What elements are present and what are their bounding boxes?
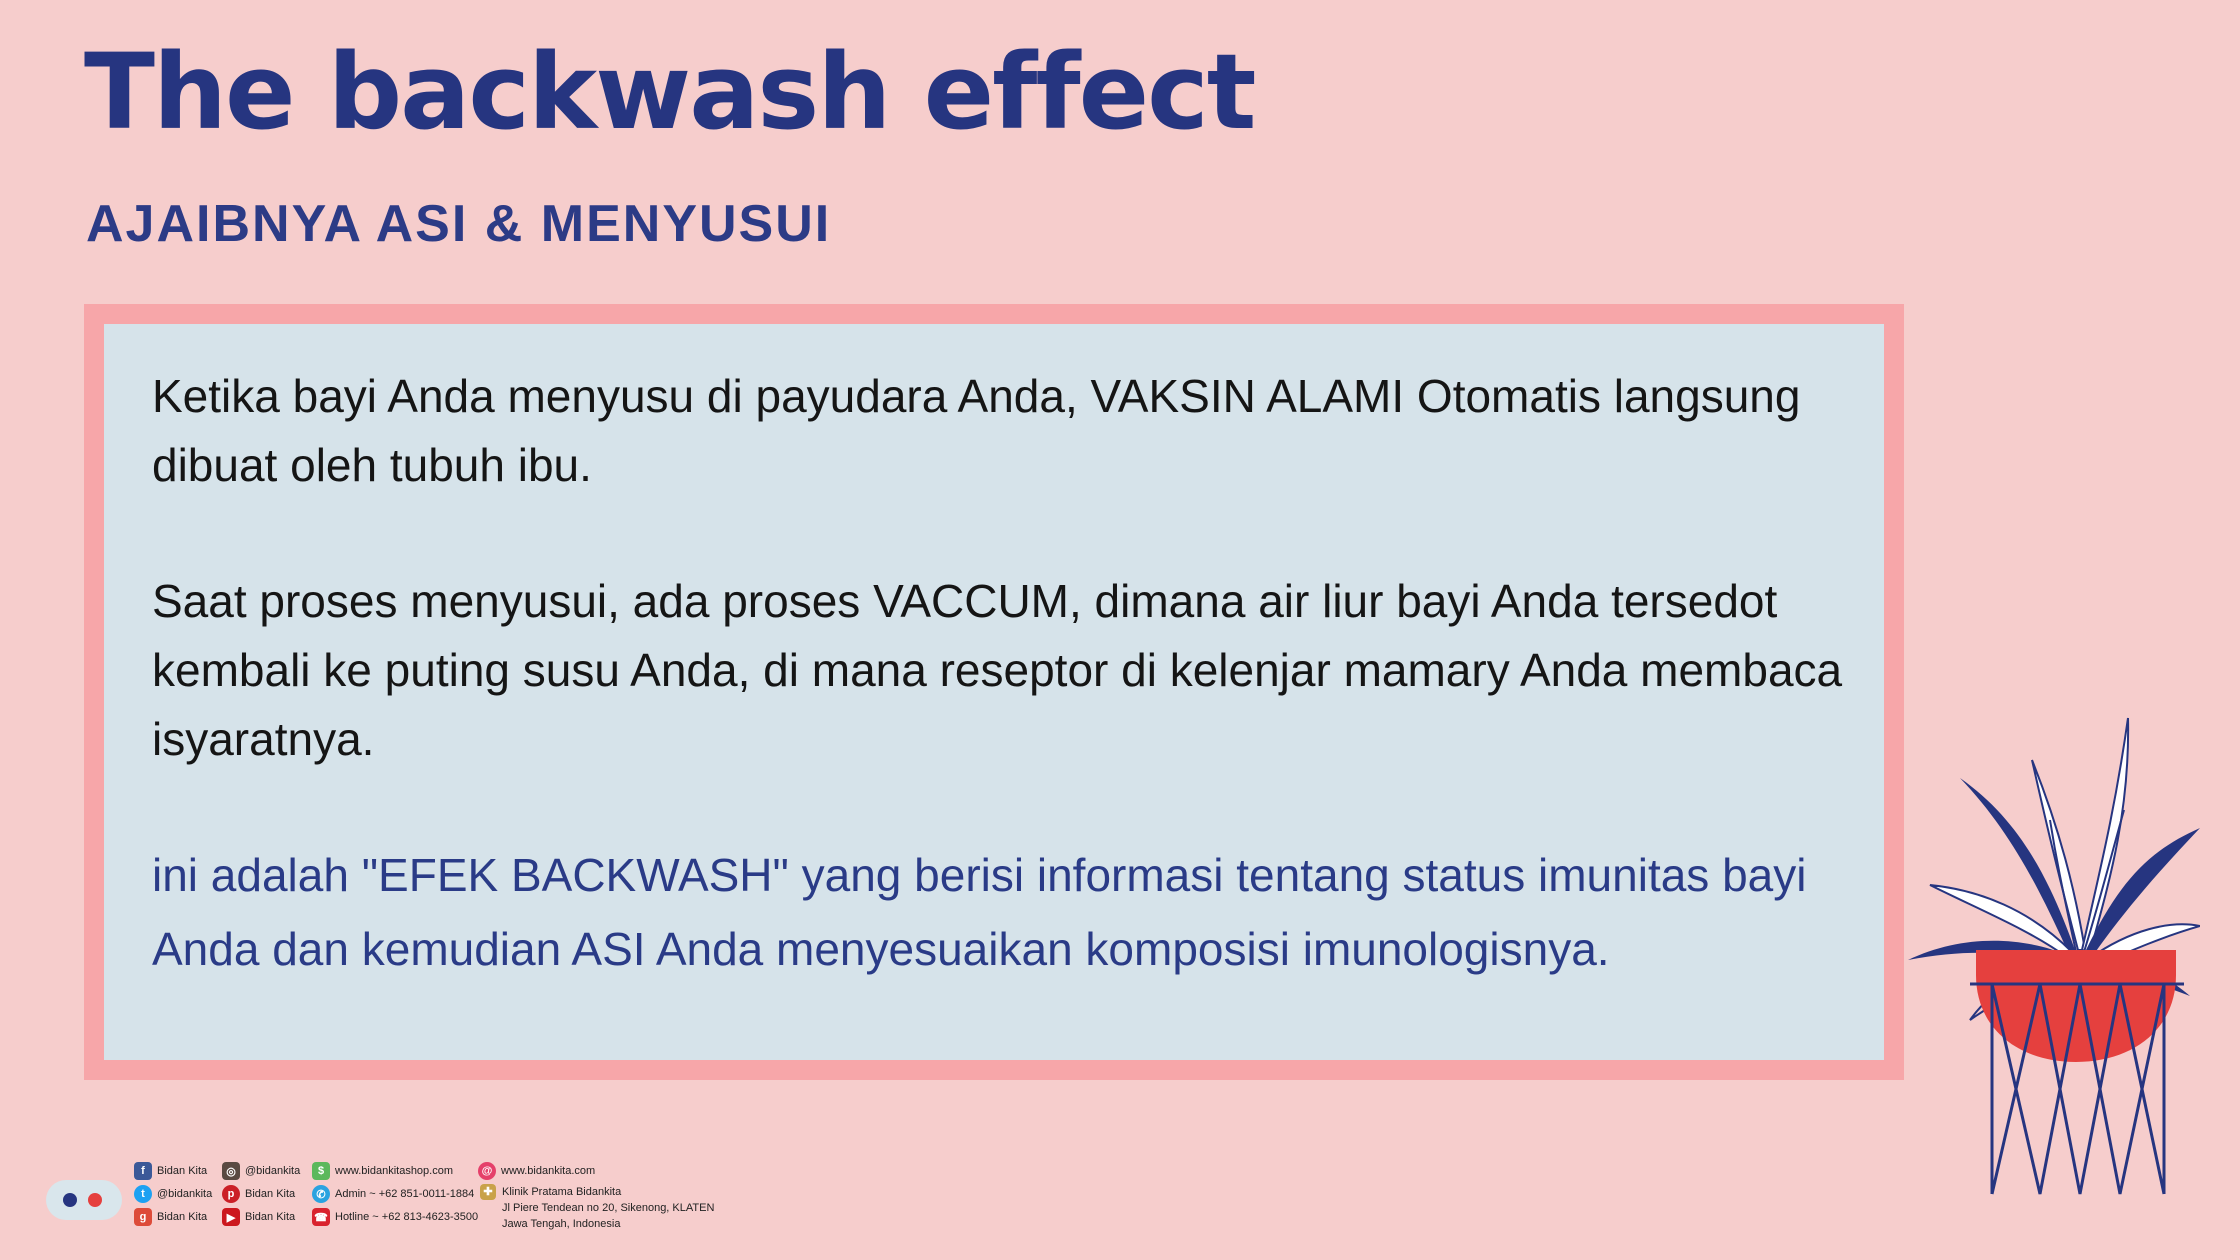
- footer-googleplus[interactable]: [134, 1206, 207, 1228]
- clinic-icon: ✚: [480, 1184, 496, 1200]
- web-icon: @: [478, 1162, 496, 1180]
- footer-shop[interactable]: [312, 1160, 453, 1182]
- shop-icon: $: [312, 1162, 330, 1180]
- hotline-label: Hotline ~ +62 813-4623-3500: [335, 1211, 479, 1223]
- website-label: www.bidankita.com: [501, 1165, 596, 1177]
- dots-indicator: [46, 1180, 122, 1220]
- youtube-label: Bidan Kita: [245, 1211, 296, 1223]
- footer-website[interactable]: [478, 1160, 595, 1182]
- phone-icon: ✆: [312, 1185, 330, 1203]
- pinterest-label: Bidan Kita: [245, 1188, 296, 1200]
- footer-youtube[interactable]: [222, 1206, 295, 1228]
- footer-contacts: [0, 1150, 760, 1260]
- youtube-icon: ▶: [222, 1208, 240, 1226]
- clinic-info: [480, 1184, 714, 1232]
- paragraph-vaccine: Ketika bayi Anda menyusu di payudara Anda, VAKSIN ALAMI Otomatis langsung dibuat oleh tubuh ibu.: [152, 370, 1801, 491]
- shop-label: www.bidankitashop.com: [335, 1165, 454, 1177]
- pinterest-icon: p: [222, 1185, 240, 1203]
- footer-hotline[interactable]: [312, 1206, 478, 1228]
- clinic-address-line1: Jl Piere Tendean no 20, Sikenong, KLATEN: [502, 1202, 715, 1214]
- red-dot: [88, 1193, 102, 1207]
- footer-pinterest[interactable]: [222, 1183, 295, 1205]
- footer-instagram[interactable]: [222, 1160, 300, 1182]
- paragraph-vacuum: Saat proses menyusui, ada proses VACCUM, dimana air liur bayi Anda tersedot kembali ke puting susu Anda, di mana reseptor di kelenjar mamary Anda membaca isyaratnya.: [152, 575, 1843, 765]
- googleplus-icon: g: [134, 1208, 152, 1226]
- paragraph-backwash: ini adalah "EFEK BACKWASH" yang berisi informasi tentang status imunitas bayi Anda dan kemudian ASI Anda menyesuaikan komposisi imunologisnya.: [152, 849, 1807, 975]
- clinic-address-line2: Jawa Tengah, Indonesia: [502, 1218, 621, 1230]
- facebook-icon: f: [134, 1162, 152, 1180]
- twitter-label: @bidankita: [157, 1188, 213, 1200]
- admin-label: Admin ~ +62 851-0011-1884: [335, 1188, 475, 1200]
- googleplus-label: Bidan Kita: [157, 1211, 208, 1223]
- page-subtitle: AJAIBNYA ASI & MENYUSUI: [86, 195, 832, 253]
- potted-plant-illustration: [1900, 700, 2200, 1220]
- blue-dot: [63, 1193, 77, 1207]
- hotline-icon: ☎: [312, 1208, 330, 1226]
- footer-admin[interactable]: [312, 1183, 474, 1205]
- instagram-label: @bidankita: [245, 1165, 301, 1177]
- instagram-icon: ◎: [222, 1162, 240, 1180]
- page-title: The backwash effect: [84, 31, 1255, 153]
- twitter-icon: t: [134, 1185, 152, 1203]
- facebook-label: Bidan Kita: [157, 1165, 208, 1177]
- footer-facebook[interactable]: [134, 1160, 207, 1182]
- clinic-name: Klinik Pratama Bidankita: [502, 1186, 622, 1198]
- footer-twitter[interactable]: [134, 1183, 212, 1205]
- content-card: [84, 304, 1904, 1080]
